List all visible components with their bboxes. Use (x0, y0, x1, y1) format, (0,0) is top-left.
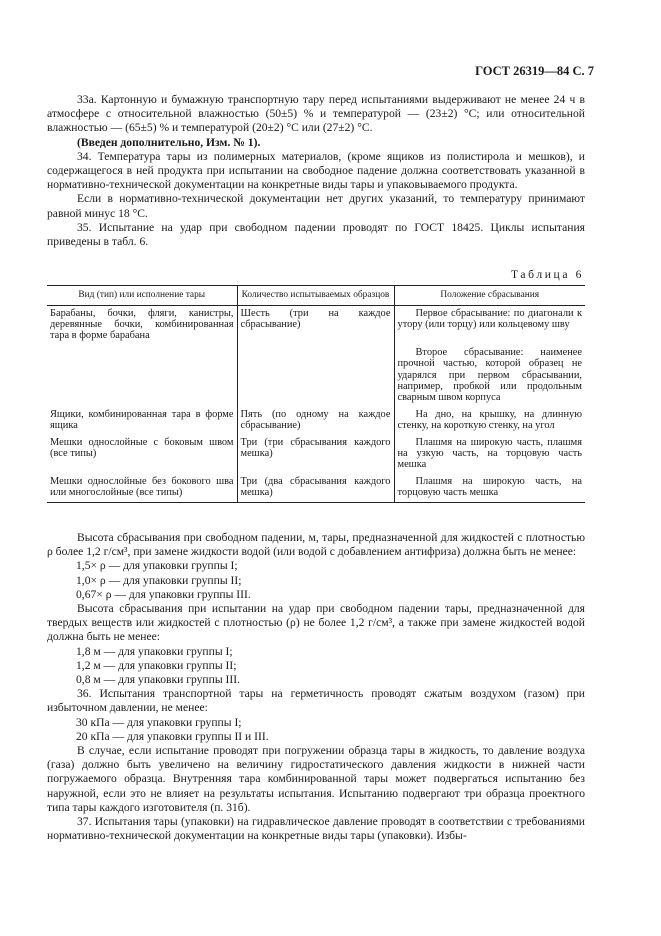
table-cell: Ящики, комбинированная тара в форме ящика (50, 408, 234, 432)
table-row (47, 435, 585, 474)
paragraph: 20 кПа — для упаковки группы II и III. (76, 729, 269, 743)
table-cell (237, 345, 394, 407)
paragraph: (Введен дополнительно, Изм. № 1). (77, 135, 261, 149)
table-row (47, 305, 585, 345)
table-cell: Три (два сбрасывания каждого мешка) (237, 474, 394, 502)
paragraph: Если в нормативно-технической документации нет других указаний, то температуру принимают равной минус 18 °С. (47, 192, 585, 220)
table-row (47, 474, 585, 502)
paragraph: 1,5× ρ — для упаковки группы I; (76, 559, 238, 573)
paragraph: 34. Температура тары из полимерных материалов, (кроме ящиков из полистирола и мешков), и содержащегося в ней продукта при испытании на свободное падение должна соответствовать указанной в нормативно-технической документации на конкретные виды тары и упаковываемого продукта. (47, 149, 585, 192)
paragraph: 36. Испытания транспортной тары на герметичность проводят сжатым воздухом (газом) при избыточном давлении, не менее: (47, 687, 585, 715)
table-cell: Мешки однослойные с боковым швом (все типы) (50, 436, 234, 460)
table-caption: Таблица 6 (511, 268, 584, 281)
table-row (47, 407, 585, 435)
paragraph: В случае, если испытание проводят при погружении образца тары в жидкость, то давление воздуха (газа) должно быть увеличено на величину гидростатического давления жидкости в нижней части погружаемого образца. Внутренняя тара комбинированной тары может подвергаться испытанию без наружной, если это не влияет на результаты испытания. Испытанию подвергают три образца проектного типа тары каждого изготовителя (п. 31б). (47, 744, 585, 814)
paragraph: Высота сбрасывания при испытании на удар при свободном падении тары, предназначенной для твердых веществ или жидкостей с плотностью (ρ) не более 1,2 г/см³, а также при замене жидкостей водой должна быть не менее: (47, 602, 585, 644)
table-cell: Первое сбрасывание: по диагонали к утору (или торцу) или кольцевому шву (394, 305, 585, 345)
paragraph: 37. Испытания тары (упаковки) на гидравлическое давление проводят в соответствии с требованиями нормативно-технической документации на конкретные виды тары (упаковки). Избы- (47, 815, 585, 843)
bottom-text-block (47, 531, 585, 843)
table-row (47, 345, 585, 407)
table-cell: Второе сбрасывание: наименее прочной частью, которой образец не ударялся при первом сбрасывании, например, пробкой или продольным сварным швом корпуса (394, 345, 585, 407)
page-header: ГОСТ 26319—84 С. 7 (475, 64, 594, 78)
paragraph: 1,0× ρ — для упаковки группы II; (76, 573, 242, 587)
table-cell (47, 345, 237, 407)
table-cell: Три (три сбрасывания каждого мешка) (237, 435, 394, 474)
table-cell: Пять (по одному на каждое сбрасывание) (237, 407, 394, 435)
paragraph: 33а. Картонную и бумажную транспортную тару перед испытаниями выдерживают не менее 24 ч в атмосфере с относительной влажностью (50±5) % и температурой — (23±2) °С; или относительной влажностью — (65±5) % и температурой (20±2) °С или (27±2) °С. (47, 93, 585, 135)
table-cell: Мешки однослойные без бокового шва или многослойные (все типы) (47, 474, 237, 502)
top-text-block (47, 93, 585, 249)
paragraph: Высота сбрасывания при свободном падении, м, тары, предназначенной для жидкостей с плотностью ρ более 1,2 г/см³, при замене жидкости водой (или водой с добавлением антифриза) должна быть не менее: (47, 531, 585, 559)
paragraph: 30 кПа — для упаковки группы I; (76, 715, 242, 729)
table-header-row (47, 286, 585, 306)
table-header-cell: Положение сбрасывания (394, 286, 585, 306)
paragraph: 35. Испытание на удар при свободном падении проводят по ГОСТ 18425. Циклы испытания приведены в табл. 6. (47, 220, 585, 249)
table-6 (47, 285, 585, 503)
table-cell: На дно, на крышку, на длинную стенку, на короткую стенку, на угол (394, 407, 585, 435)
paragraph: 0,8 м — для упаковки группы III. (76, 673, 241, 687)
paragraph: 0,67× ρ — для упаковки группы III. (76, 587, 251, 601)
paragraph: 1,2 м — для упаковки группы II; (76, 658, 237, 672)
paragraph: 1,8 м — для упаковки группы I; (76, 644, 233, 658)
table-cell: Шесть (три на каждое сбрасывание) (237, 305, 394, 345)
table-cell: Плашмя на широкую часть, на торцовую часть мешка (394, 474, 585, 502)
table-header-cell: Вид (тип) или исполнение тары (47, 286, 237, 306)
table-cell: Барабаны, бочки, фляги, канистры, деревянные бочки, комбинированная тара в форме барабана (50, 307, 234, 342)
table-cell: Плашмя на широкую часть, плашмя на узкую часть, на торцовую часть мешка (394, 435, 585, 474)
table-header-cell: Количество испытываемых образцов (237, 286, 394, 306)
